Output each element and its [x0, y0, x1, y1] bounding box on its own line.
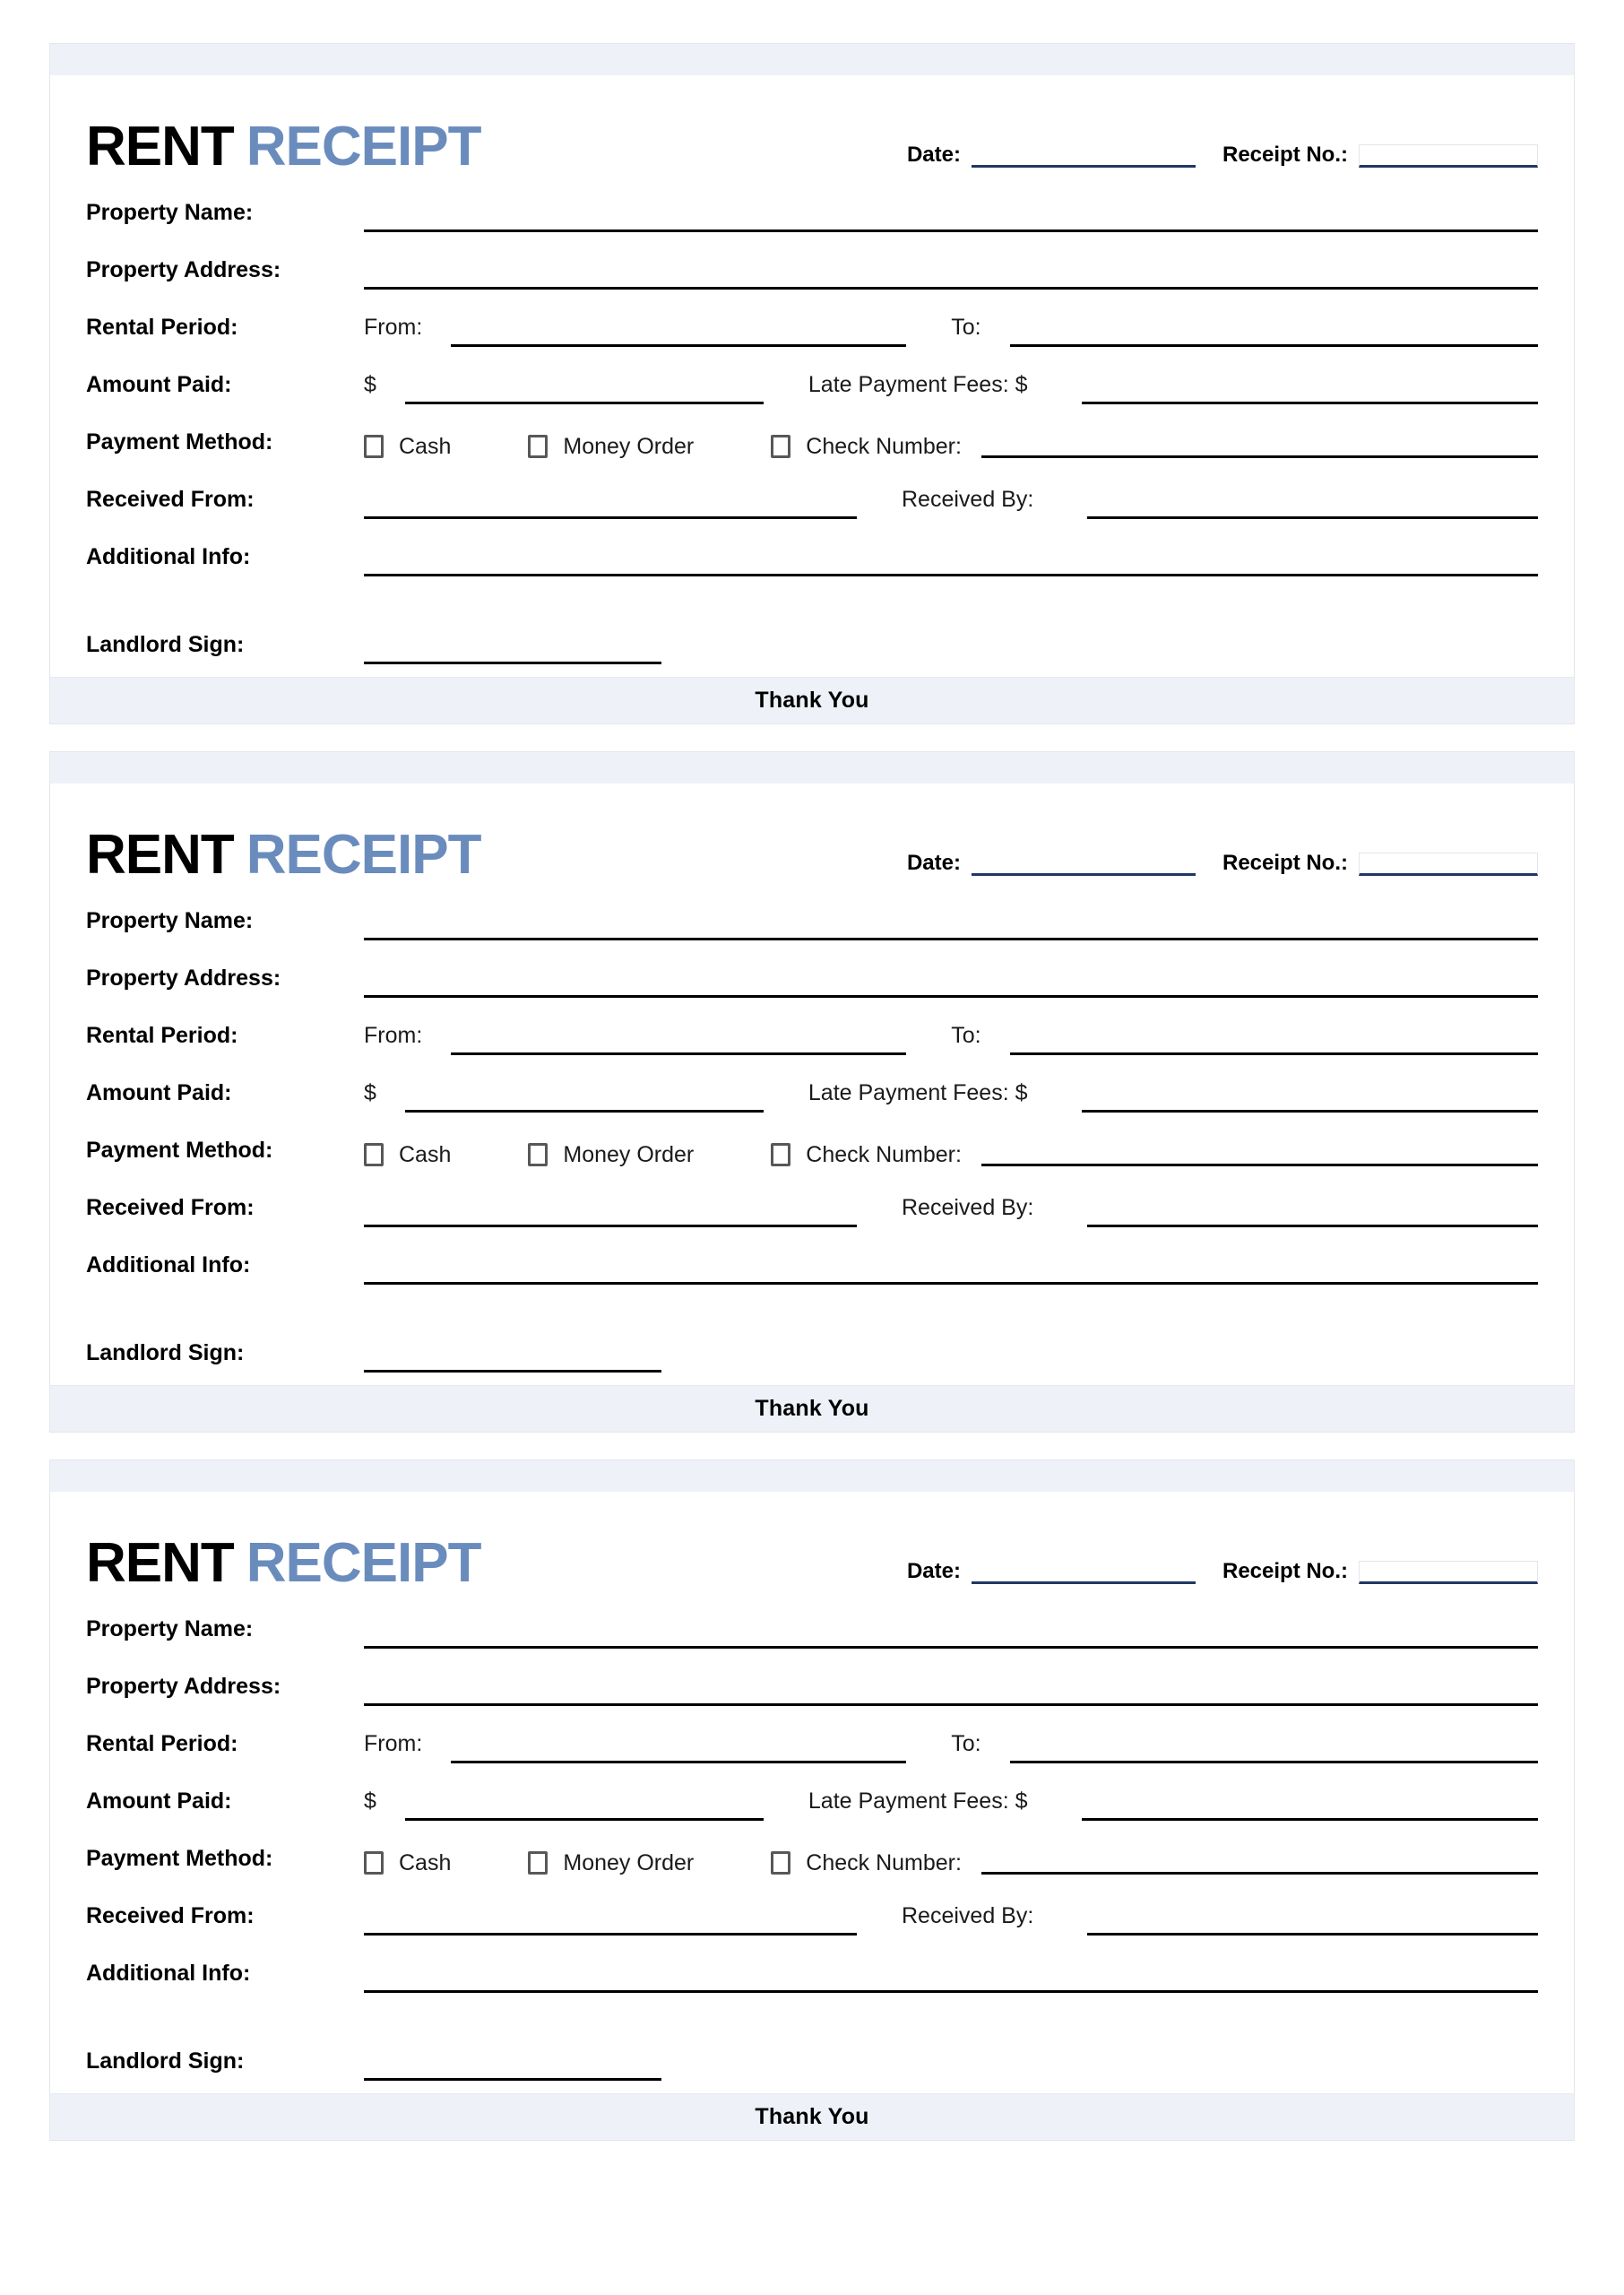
received-from-label: Received From: — [86, 1903, 255, 1928]
row-property-address — [86, 232, 1538, 290]
thank-you-band — [50, 2093, 1574, 2140]
late-fees-label: Late Payment Fees: $ — [808, 1788, 1028, 1814]
row-landlord-sign — [86, 1993, 1538, 2081]
header-meta — [481, 143, 1539, 175]
payment-option-check-number-label: Check Number: — [806, 1141, 962, 1167]
payment-option-cash[interactable] — [364, 1851, 451, 1875]
payment-option-money-order[interactable] — [528, 435, 694, 458]
receipt-no-input[interactable] — [1359, 1561, 1538, 1584]
receipt-no-label: Receipt No.: — [1222, 851, 1348, 875]
rental-from-input[interactable] — [451, 322, 906, 347]
property-name-input[interactable] — [364, 207, 1538, 232]
receipt-body — [50, 76, 1574, 677]
checkbox-icon[interactable] — [528, 1143, 548, 1166]
card-top-band — [50, 752, 1574, 784]
rental-to-input[interactable] — [1010, 1030, 1538, 1055]
row-landlord-sign — [86, 576, 1538, 664]
landlord-sign-input[interactable] — [364, 1347, 661, 1373]
payment-options-group — [364, 1139, 1538, 1170]
title-row — [86, 804, 1538, 886]
amount-paid-input[interactable] — [405, 1796, 764, 1821]
property-name-label: Property Name: — [86, 200, 254, 225]
receipt-body — [50, 784, 1574, 1385]
rent-receipt-card — [49, 1459, 1575, 2141]
rental-from-label: From: — [364, 1023, 423, 1048]
row-rental-period — [86, 998, 1538, 1055]
receipt-no-label: Receipt No.: — [1222, 143, 1348, 167]
title-word-rent: RENT — [86, 824, 234, 886]
currency-symbol: $ — [364, 372, 376, 397]
amount-paid-input[interactable] — [405, 379, 764, 404]
checkbox-icon[interactable] — [771, 1143, 790, 1166]
property-name-input[interactable] — [364, 915, 1538, 940]
rental-from-label: From: — [364, 315, 423, 340]
title-word-receipt: RECEIPT — [246, 824, 481, 886]
received-by-input[interactable] — [1087, 494, 1538, 519]
payment-method-label: Payment Method: — [86, 429, 273, 455]
row-payment-method — [86, 1821, 1538, 1878]
late-fees-label: Late Payment Fees: $ — [808, 1080, 1028, 1105]
title-word-rent: RENT — [86, 116, 234, 178]
rental-to-label: To: — [951, 1023, 981, 1048]
row-received-from — [86, 1170, 1538, 1227]
payment-option-money-order-label: Money Order — [563, 433, 695, 459]
payment-option-money-order[interactable] — [528, 1851, 694, 1875]
property-address-input[interactable] — [364, 264, 1538, 290]
property-address-input[interactable] — [364, 1681, 1538, 1706]
landlord-sign-label: Landlord Sign: — [86, 2048, 245, 2074]
additional-info-label: Additional Info: — [86, 544, 251, 569]
received-from-label: Received From: — [86, 1195, 255, 1220]
page-title — [86, 824, 481, 886]
amount-paid-label: Amount Paid: — [86, 1788, 232, 1814]
card-top-band — [50, 1460, 1574, 1493]
checkbox-icon[interactable] — [771, 435, 790, 458]
row-additional-info — [86, 519, 1538, 576]
late-fees-label: Late Payment Fees: $ — [808, 372, 1028, 397]
header-meta — [481, 1559, 1539, 1591]
landlord-sign-input[interactable] — [364, 639, 661, 664]
row-amount-paid — [86, 347, 1538, 404]
late-fees-input[interactable] — [1082, 1087, 1539, 1113]
additional-info-input[interactable] — [364, 1968, 1538, 1993]
payment-option-money-order-label: Money Order — [563, 1849, 695, 1875]
late-fees-input[interactable] — [1082, 1796, 1539, 1821]
late-fees-input[interactable] — [1082, 379, 1539, 404]
date-input[interactable] — [972, 144, 1196, 168]
rental-period-label: Rental Period: — [86, 315, 238, 340]
currency-symbol: $ — [364, 1788, 376, 1814]
payment-options-group — [364, 431, 1538, 462]
amount-paid-label: Amount Paid: — [86, 372, 232, 397]
payment-method-label: Payment Method: — [86, 1846, 273, 1871]
amount-paid-label: Amount Paid: — [86, 1080, 232, 1105]
receipt-no-input[interactable] — [1359, 144, 1538, 168]
payment-option-check-number[interactable] — [771, 1851, 962, 1875]
received-by-label: Received By: — [902, 1903, 1034, 1928]
checkbox-icon[interactable] — [364, 435, 384, 458]
property-address-label: Property Address: — [86, 966, 281, 991]
landlord-sign-label: Landlord Sign: — [86, 1340, 245, 1365]
additional-info-input[interactable] — [364, 1260, 1538, 1285]
landlord-sign-input[interactable] — [364, 2056, 661, 2081]
rental-period-label: Rental Period: — [86, 1023, 238, 1048]
payment-option-cash-label: Cash — [399, 433, 452, 459]
received-from-input[interactable] — [364, 494, 857, 519]
payment-options-group — [364, 1848, 1538, 1878]
check-number-input[interactable] — [981, 1139, 1538, 1166]
landlord-sign-label: Landlord Sign: — [86, 632, 245, 657]
checkbox-icon[interactable] — [364, 1143, 384, 1166]
title-word-rent: RENT — [86, 1532, 234, 1594]
thank-you-text: Thank You — [755, 688, 869, 713]
rent-receipt-card — [49, 751, 1575, 1433]
title-row — [86, 96, 1538, 178]
payment-option-cash-label: Cash — [399, 1141, 452, 1167]
amount-paid-input[interactable] — [405, 1087, 764, 1113]
payment-option-check-number-label: Check Number: — [806, 1849, 962, 1875]
row-payment-method — [86, 404, 1538, 462]
receipt-body — [50, 1493, 1574, 2093]
row-property-name — [86, 883, 1538, 940]
payment-option-money-order-label: Money Order — [563, 1141, 695, 1167]
checkbox-icon[interactable] — [528, 1851, 548, 1875]
property-name-label: Property Name: — [86, 1616, 254, 1641]
property-name-label: Property Name: — [86, 908, 254, 933]
rental-to-label: To: — [951, 315, 981, 340]
rental-to-input[interactable] — [1010, 322, 1538, 347]
property-address-label: Property Address: — [86, 1674, 281, 1699]
payment-option-check-number-label: Check Number: — [806, 433, 962, 459]
date-input[interactable] — [972, 853, 1196, 876]
thank-you-text: Thank You — [755, 1396, 869, 1421]
title-row — [86, 1512, 1538, 1594]
row-amount-paid — [86, 1055, 1538, 1113]
payment-option-check-number[interactable] — [771, 435, 962, 458]
rental-to-input[interactable] — [1010, 1738, 1538, 1763]
payment-option-cash[interactable] — [364, 435, 451, 458]
rental-to-label: To: — [951, 1731, 981, 1756]
payment-option-cash[interactable] — [364, 1143, 451, 1166]
thank-you-band — [50, 1385, 1574, 1432]
row-property-address — [86, 1649, 1538, 1706]
date-label: Date: — [906, 143, 961, 167]
thank-you-band — [50, 677, 1574, 723]
payment-option-money-order[interactable] — [528, 1143, 694, 1166]
rent-receipt-card — [49, 43, 1575, 724]
rental-from-label: From: — [364, 1731, 423, 1756]
row-property-name — [86, 175, 1538, 232]
received-by-label: Received By: — [902, 487, 1034, 512]
checkbox-icon[interactable] — [364, 1851, 384, 1875]
row-payment-method — [86, 1113, 1538, 1170]
received-by-input[interactable] — [1087, 1910, 1538, 1936]
payment-method-label: Payment Method: — [86, 1138, 273, 1163]
row-property-address — [86, 940, 1538, 998]
check-number-input[interactable] — [981, 1848, 1538, 1875]
received-by-label: Received By: — [902, 1195, 1034, 1220]
currency-symbol: $ — [364, 1080, 376, 1105]
row-landlord-sign — [86, 1285, 1538, 1373]
received-by-input[interactable] — [1087, 1202, 1538, 1227]
row-received-from — [86, 462, 1538, 519]
checkbox-icon[interactable] — [528, 435, 548, 458]
row-additional-info — [86, 1936, 1538, 1993]
receipt-no-label: Receipt No.: — [1222, 1559, 1348, 1583]
checkbox-icon[interactable] — [771, 1851, 790, 1875]
payment-option-check-number[interactable] — [771, 1143, 962, 1166]
card-top-band — [50, 44, 1574, 76]
row-rental-period — [86, 290, 1538, 347]
row-property-name — [86, 1591, 1538, 1649]
row-rental-period — [86, 1706, 1538, 1763]
row-amount-paid — [86, 1763, 1538, 1821]
header-meta — [481, 851, 1539, 883]
check-number-input[interactable] — [981, 431, 1538, 458]
payment-option-cash-label: Cash — [399, 1849, 452, 1875]
thank-you-text: Thank You — [755, 2104, 869, 2129]
received-from-input[interactable] — [364, 1202, 857, 1227]
additional-info-label: Additional Info: — [86, 1961, 251, 1986]
property-address-label: Property Address: — [86, 257, 281, 282]
page-title — [86, 116, 481, 178]
row-received-from — [86, 1878, 1538, 1936]
receipt-no-input[interactable] — [1359, 853, 1538, 876]
additional-info-label: Additional Info: — [86, 1252, 251, 1277]
rental-period-label: Rental Period: — [86, 1731, 238, 1756]
date-label: Date: — [906, 1559, 961, 1583]
received-from-input[interactable] — [364, 1910, 857, 1936]
page-title — [86, 1532, 481, 1594]
date-label: Date: — [906, 851, 961, 875]
title-word-receipt: RECEIPT — [246, 1532, 481, 1594]
rental-from-input[interactable] — [451, 1738, 906, 1763]
property-address-input[interactable] — [364, 973, 1538, 998]
additional-info-input[interactable] — [364, 551, 1538, 576]
title-word-receipt: RECEIPT — [246, 116, 481, 178]
row-additional-info — [86, 1227, 1538, 1285]
property-name-input[interactable] — [364, 1624, 1538, 1649]
received-from-label: Received From: — [86, 487, 255, 512]
rental-from-input[interactable] — [451, 1030, 906, 1055]
date-input[interactable] — [972, 1561, 1196, 1584]
